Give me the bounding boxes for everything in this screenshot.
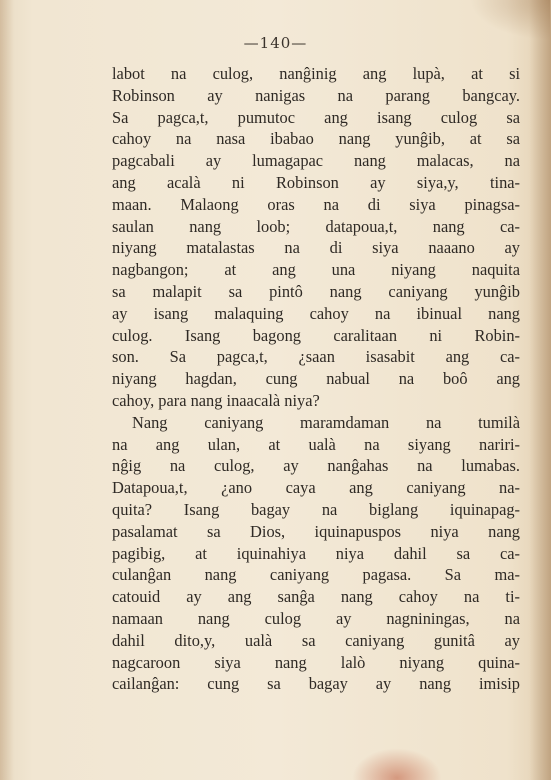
text-line: catouid ay ang sanĝa nang cahoy na ti- (112, 587, 520, 607)
paragraph-start-line: Nang caniyang maramdaman na tumilà (132, 412, 520, 432)
text-line: nagcaroon siya nang lalò niyang quina- (112, 652, 520, 672)
text-line: pagcabali ay lumagapac nang malacas, na (112, 151, 520, 171)
text-line: Robinson ay nanigas na parang bangcay. (112, 85, 520, 105)
text-line: culog. Isang bagong caralitaan ni Robin- (112, 325, 520, 345)
text-line: nagbangon; at ang una niyang naquita (112, 260, 520, 280)
body-text (112, 63, 520, 695)
paper-stain-bottom (352, 748, 442, 780)
text-line: pagibig, at iquinahiya niya dahil sa ca- (112, 543, 520, 563)
text-line: quita? Isang bagay na biglang iquinapag- (112, 499, 520, 519)
text-line: pasalamat sa Dios, iquinapuspos niya nang (112, 521, 520, 541)
text-line: ang acalà ni Robinson ay siya,y, tina- (112, 172, 520, 192)
text-line: niyang hagdan, cung nabual na boô ang (112, 369, 520, 389)
text-line: dahil dito,y, ualà sa caniyang gunitâ ay (112, 630, 520, 650)
text-line: Sa pagca,t, pumutoc ang isang culog sa (112, 107, 520, 127)
text-line: na ang ulan, at ualà na siyang nariri- (112, 434, 520, 454)
text-line: ay isang malaquing cahoy na ibinual nang (112, 303, 520, 323)
text-line: maan. Malaong oras na di siya pinagsa- (112, 194, 520, 214)
text-line: saulan nang loob; datapoua,t, nang ca- (112, 216, 520, 236)
text-line: son. Sa pagca,t, ¿saan isasabit ang ca- (112, 347, 520, 367)
text-line: Datapoua,t, ¿ano caya ang caniyang na- (112, 478, 520, 498)
text-line: cailanĝan: cung sa bagay ay nang imisip (112, 674, 520, 694)
text-line: labot na culog, nanĝinig ang lupà, at si (112, 64, 520, 83)
text-line: cahoy na nasa ibabao nang yunĝib, at sa (112, 129, 520, 149)
text-line: cahoy, para nang inaacalà niya? (112, 390, 320, 410)
text-line: culanĝan nang caniyang pagasa. Sa ma- (112, 565, 520, 585)
text-line: sa malapit sa pintô nang caniyang yunĝib (112, 281, 520, 301)
text-line: namaan nang culog ay nagniningas, na (112, 608, 520, 628)
page-number: —140— (243, 34, 308, 52)
text-line: niyang matalastas na di siya naaano ay (112, 238, 520, 258)
text-line: nĝig na culog, ay nanĝahas na lumabas. (112, 456, 520, 476)
